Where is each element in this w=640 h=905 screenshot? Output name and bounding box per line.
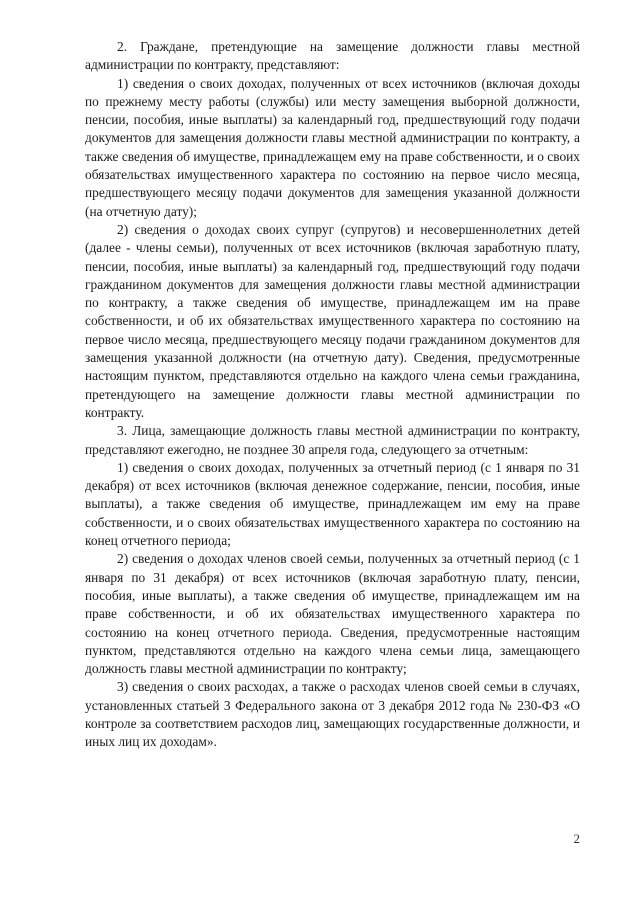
paragraph-official-own-income: 1) сведения о своих доходах, полученных за отчетный период (с 1 января по 31 декабря) от всех источников (включая денежное содержание, пенсии, пособия, иные выплаты), а также сведения об имуществе, принадлежащем им ему на праве собственности, и о своих обязательствах имущественного характера по состоянию на конец отчетного периода; <box>85 459 580 549</box>
paragraph-citizens-submit: 2. Граждане, претендующие на замещение должности главы местной администрации по контракту, представляют: <box>85 39 580 73</box>
paragraph-family-income-info: 2) сведения о доходах своих супруг (супругов) и несовершеннолетних детей (далее - члены семьи), полученных от всех источников (включая заработную плату, пенсии, пособия, иные выплаты) за календарный год, предшествующий году подачи гражданином документов для замещения должности главы местной администрации по контракту, а также сведения об имуществе, принадлежащем им на праве собственности, и об их обязательствах имущественного характера по состоянию на первое число месяца, предшествующего месяцу подачи гражданином документов для замещения указанной должности (на отчетную дату). Сведения, предусмотренные настоящим пунктом, представляются отдельно на каждого члена семьи гражданина, претендующего на замещение должности главы местной администрации по контракту. <box>85 221 580 420</box>
paragraph-own-income-info: 1) сведения о своих доходах, полученных от всех источников (включая доходы по прежнему месту работы (службы) или месту замещения выборной должности, пенсии, пособия, иные выплаты) за календарный год, предшествующий году подачи документов для замещения должности главы местной администрации по контракту, а также сведения об имуществе, принадлежащем ему на праве собственности, и о своих обязательствах имущественного характера по состоянию на первое число месяца, предшествующего месяцу подачи документов для замещения указанной должности (на отчетную дату); <box>85 75 580 219</box>
paragraph-officials-annual-submit: 3. Лица, замещающие должность главы местной администрации по контракту, представляют ежегодно, не позднее 30 апреля года, следующего за отчетным: <box>85 423 580 457</box>
paragraph-official-family-income: 2) сведения о доходах членов своей семьи, полученных за отчетный период (с 1 января по 31 декабря) от всех источников (включая заработную плату, пенсии, пособия, иные выплаты), а также сведения об имуществе, принадлежащем им на праве собственности, и об их обязательствах имущественного характера по состоянию на конец отчетного периода. Сведения, предусмотренные настоящим пунктом, представляются отдельно на каждого члена семьи лица, замещающего должность главы местной администрации по контракту; <box>85 551 580 677</box>
document-page <box>85 38 580 752</box>
paragraph-expenses-info: 3) сведения о своих расходах, а также о расходах членов своей семьи в случаях, установленных статьей 3 Федерального закона от 3 декабря 2012 года № 230-ФЗ «О контроле за соответствием расходов лиц, замещающих государственные должности, и иных лиц их доходам». <box>85 679 580 750</box>
page-number: 2 <box>573 831 580 846</box>
